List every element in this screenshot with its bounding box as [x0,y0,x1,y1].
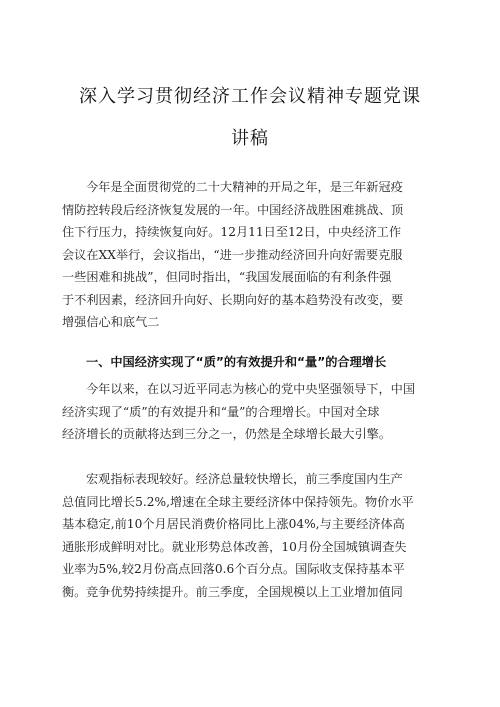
paragraph-line: 业率为5%,较2月份高点回落0.6个百分点。国际收支保持基本平 [62,562,405,576]
paragraph-line: 总值同比增长5.2%,增速在全球主要经济体中保持领先。物价水平 [62,494,414,509]
paragraph-line: 今年是全面贯彻党的二十大精神的开局之年，是三年新冠疫 [86,180,403,194]
paragraph-line: 基本稳定,前10个月居民消费价格同比上涨04%,与主要经济体高 [62,517,405,531]
body-paragraph-3 [62,581,440,604]
paragraph-line: 会议在XX举行，会议指出，“进一步推动经济回升向好需要克服 [62,247,403,262]
intro-paragraph [62,176,440,334]
document-title-line-1: 深入学习贯彻经济工作会议精神专题党课 [79,86,421,107]
paragraph-line: 今年以来，在以习近平同志为核心的党中央坚强领导下，中国 [86,382,416,396]
paragraph-line: 住下行压力，持续恢复向好。12月11日至12日，中央经济工作 [62,225,402,239]
paragraph-line: 增强信心和底气二 [62,315,160,329]
paragraph-line: 竞争优势持续提升。前三季度，全国规模以上工业增加值同 [86,585,403,599]
paragraph-line: 情防控转段后经济恢复发展的一年。中国经济战胜困难挑战、顶 [62,202,404,217]
paragraph-line: 宏观指标表现较好。经济总量较快增长，前三季度国内生产 [86,472,403,486]
paragraph-line: 于不利因素，经济回升向好、长期向好的基本趋势没有改变，要 [62,292,404,307]
section-heading: 一、中国经济实现了“质”的有效提升和“量”的合理增长 [86,355,387,369]
body-paragraph-1 [62,378,440,446]
paragraph-line: 经济增长的贡献将达到三分之一，仍然是全球增长最大引擎。 [62,427,392,441]
paragraph-line: 一些困难和挑战”，但同时指出，“我国发展面临的有利条件强 [62,270,392,284]
paragraph-line: 衡。 [62,584,87,599]
paragraph-line: 经济实现了“质”的有效提升和“量”的合理增长。中国对全球 [62,404,380,419]
paragraph-line: 通胀形成鲜明对比。就业形势总体改善，10月份全国城镇调查失 [62,539,407,554]
document-title-line-2: 讲稿 [231,128,269,149]
